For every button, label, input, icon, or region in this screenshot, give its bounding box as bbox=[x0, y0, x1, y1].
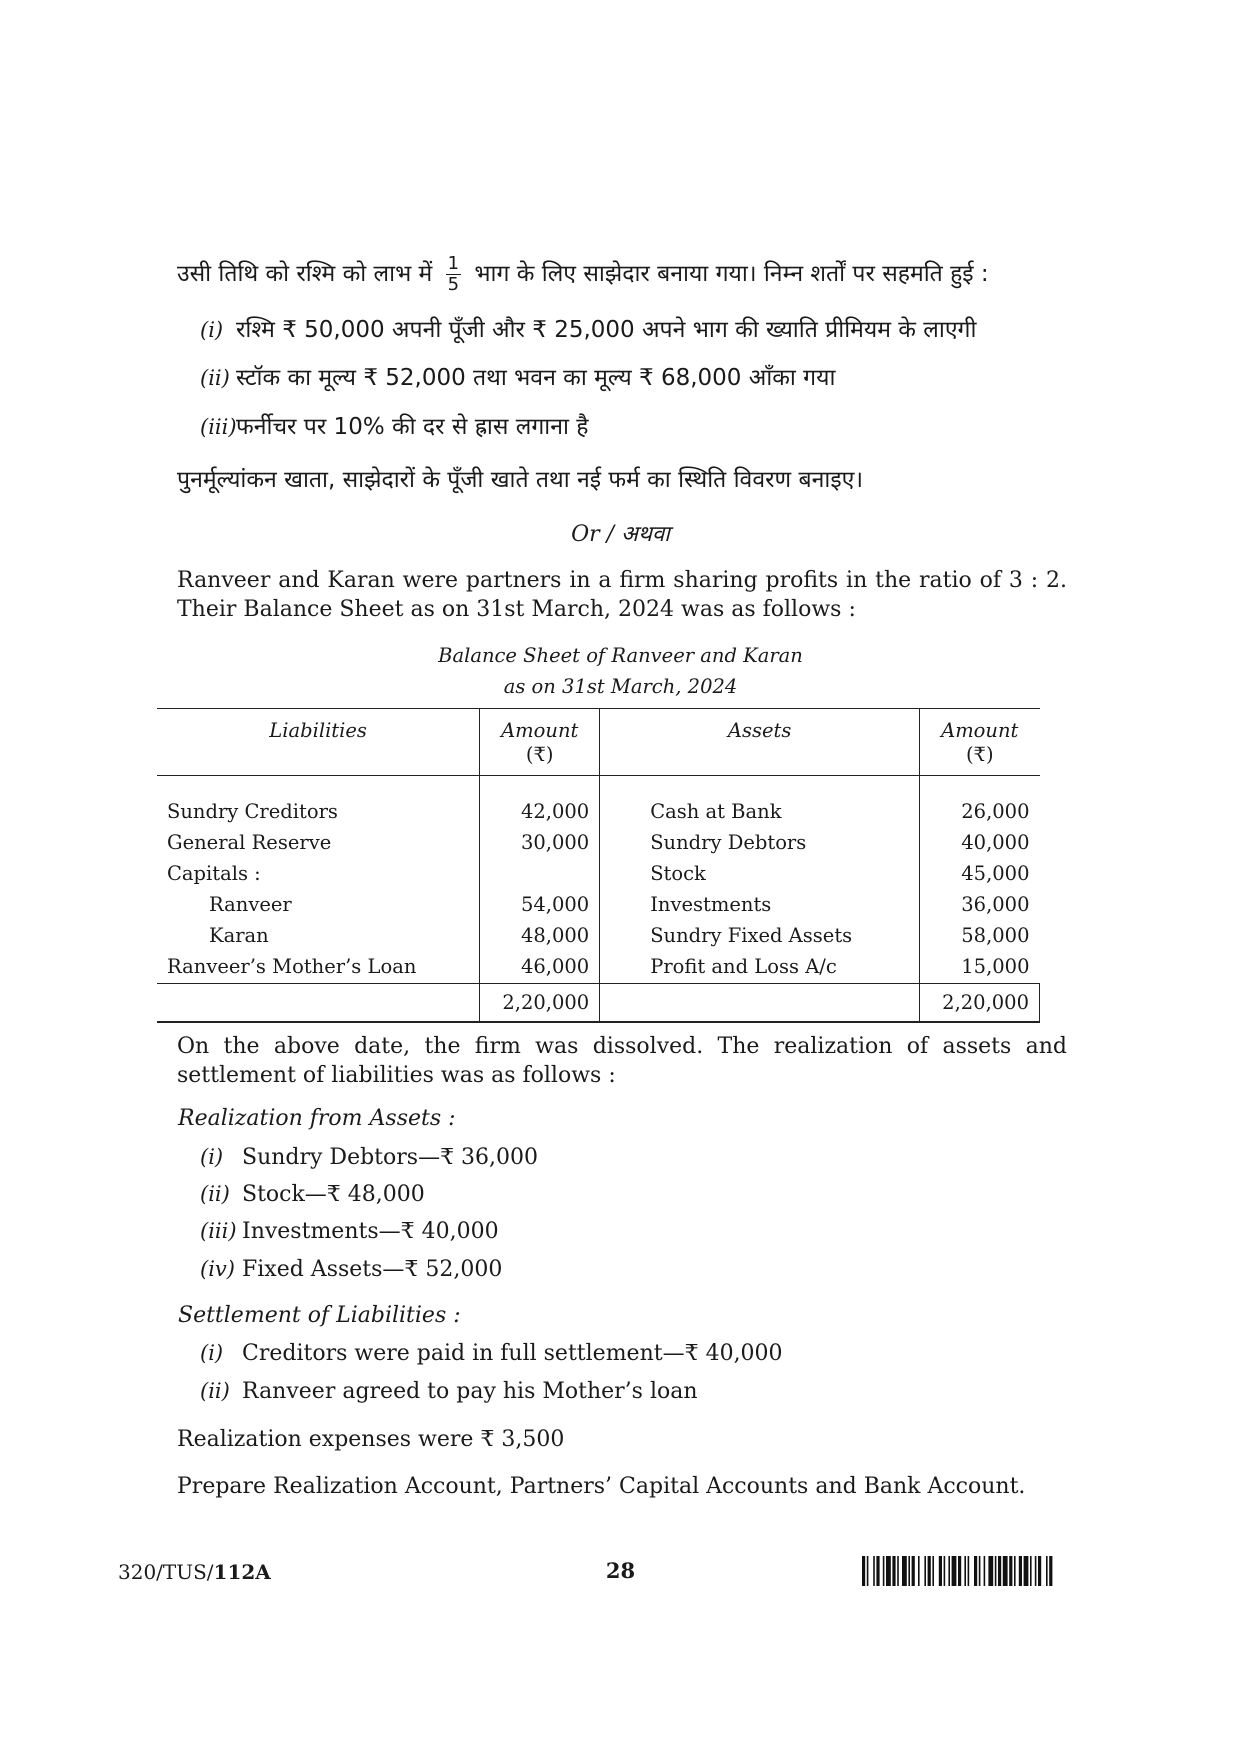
fraction-numerator: 1 bbox=[447, 253, 460, 274]
table-total-row bbox=[157, 984, 1040, 1023]
caption-line-2: as on 31st March, 2024 bbox=[503, 675, 738, 698]
item-numeral: (iii) bbox=[200, 415, 237, 439]
hindi-condition-item bbox=[200, 409, 1100, 441]
header-currency: (₹) bbox=[525, 743, 554, 766]
hindi-intro-after: भाग के लिए साझेदार बनाया गया। निम्न शर्तों पर सहमति हुई : bbox=[474, 261, 989, 287]
header-assets: Assets bbox=[600, 709, 920, 776]
question-intro-paragraph: Ranveer and Karan were partners in a firm sharing profits in the ratio of 3 : 2. Their Balance Sheet as on 31st March, 2024 was as follows : bbox=[177, 568, 1067, 622]
instruction-line: Prepare Realization Account, Partners’ Capital Accounts and Bank Account. bbox=[177, 1474, 1026, 1499]
balance-sheet-table bbox=[157, 708, 1040, 1023]
item-numeral: (ii) bbox=[200, 1379, 230, 1403]
table-row bbox=[157, 951, 1040, 984]
item-numeral: (ii) bbox=[200, 1182, 230, 1206]
asset-cell: Stock bbox=[650, 862, 706, 885]
header-currency: (₹) bbox=[965, 743, 994, 766]
list-item bbox=[200, 1145, 538, 1170]
asset-cell: Investments bbox=[650, 893, 772, 916]
liability-amount-cell: 42,000 bbox=[480, 776, 600, 828]
asset-amount-cell: 58,000 bbox=[920, 920, 1040, 951]
list-item bbox=[200, 1257, 502, 1282]
liability-cell: Karan bbox=[209, 924, 269, 947]
page-number: 28 bbox=[605, 1558, 636, 1583]
item-text: Investments—₹ 40,000 bbox=[242, 1219, 499, 1244]
balance-sheet-caption bbox=[0, 640, 1241, 702]
liability-cell: Sundry Creditors bbox=[167, 800, 338, 823]
liability-amount-cell: 46,000 bbox=[480, 951, 600, 984]
table-row bbox=[157, 858, 1040, 889]
header-amount-label: Amount bbox=[501, 719, 579, 742]
hindi-condition-item bbox=[200, 312, 1100, 344]
hindi-instruction: पुनर्मूल्यांकन खाता, साझेदारों के पूँजी खाते तथा नई फर्म का स्थिति विवरण बनाइए। bbox=[177, 467, 864, 493]
liability-cell: Capitals : bbox=[167, 862, 261, 885]
paper-code-prefix: 320/TUS/ bbox=[118, 1560, 214, 1584]
list-item bbox=[200, 1341, 783, 1366]
liability-amount-cell: 54,000 bbox=[480, 889, 600, 920]
fraction-denominator: 5 bbox=[447, 274, 460, 295]
asset-cell: Sundry Debtors bbox=[650, 831, 807, 854]
item-numeral: (iv) bbox=[200, 1257, 235, 1281]
list-item bbox=[200, 1379, 698, 1404]
item-numeral: (i) bbox=[200, 1145, 224, 1169]
liability-cell: Ranveer’s Mother’s Loan bbox=[167, 955, 417, 978]
liability-amount-cell: 30,000 bbox=[480, 827, 600, 858]
item-numeral: (i) bbox=[200, 318, 224, 342]
item-numeral: (i) bbox=[200, 1341, 224, 1365]
paper-code-bold: 112A bbox=[213, 1560, 271, 1584]
dissolution-paragraph: On the above date, the firm was dissolved. The realization of assets and settlement of liabilities was as follows : bbox=[177, 1034, 1067, 1088]
realization-heading: Realization from Assets : bbox=[178, 1106, 456, 1131]
list-item bbox=[200, 1219, 499, 1244]
barcode-icon bbox=[862, 1556, 1122, 1586]
asset-cell: Sundry Fixed Assets bbox=[650, 924, 853, 947]
item-text: Fixed Assets—₹ 52,000 bbox=[242, 1257, 503, 1282]
asset-amount-cell: 45,000 bbox=[920, 858, 1040, 889]
asset-amount-cell: 36,000 bbox=[920, 889, 1040, 920]
asset-cell: Profit and Loss A/c bbox=[650, 955, 837, 978]
table-header-row bbox=[157, 709, 1040, 776]
table-row bbox=[157, 827, 1040, 858]
header-amount-label: Amount bbox=[941, 719, 1019, 742]
asset-amount-cell: 26,000 bbox=[920, 776, 1040, 828]
item-text: Stock—₹ 48,000 bbox=[242, 1182, 425, 1207]
item-text: Sundry Debtors—₹ 36,000 bbox=[242, 1145, 539, 1170]
settlement-heading: Settlement of Liabilities : bbox=[178, 1303, 461, 1328]
item-text: Ranveer agreed to pay his Mother’s loan bbox=[242, 1379, 698, 1404]
list-item bbox=[200, 1182, 425, 1207]
table-row bbox=[157, 776, 1040, 828]
caption-line-1: Balance Sheet of Ranveer and Karan bbox=[438, 644, 803, 667]
header-amount bbox=[920, 709, 1040, 776]
hindi-condition-item bbox=[200, 360, 1100, 392]
asset-amount-cell: 40,000 bbox=[920, 827, 1040, 858]
hindi-intro-before: उसी तिथि को रश्मि को लाभ में bbox=[177, 261, 433, 287]
asset-amount-cell: 15,000 bbox=[920, 951, 1040, 984]
item-numeral: (ii) bbox=[200, 366, 230, 390]
asset-cell: Cash at Bank bbox=[650, 800, 782, 823]
item-text: स्टॉक का मूल्य ₹ 52,000 तथा भवन का मूल्य ₹ 68,000 आँका गया bbox=[236, 365, 836, 391]
or-separator: Or / अथवा bbox=[571, 522, 670, 547]
expenses-line: Realization expenses were ₹ 3,500 bbox=[177, 1427, 565, 1452]
liability-amount-cell bbox=[480, 858, 600, 889]
total-blank-cell bbox=[600, 984, 920, 1023]
header-amount bbox=[480, 709, 600, 776]
total-liabilities: 2,20,000 bbox=[480, 984, 600, 1023]
hindi-intro-line bbox=[177, 254, 1077, 295]
fraction-one-fifth bbox=[446, 254, 461, 295]
item-numeral: (iii) bbox=[200, 1219, 237, 1243]
liability-cell: Ranveer bbox=[209, 893, 292, 916]
liability-cell: General Reserve bbox=[167, 831, 332, 854]
item-text: फर्नीचर पर 10% की दर से ह्रास लगाना है bbox=[236, 414, 589, 440]
table-row bbox=[157, 920, 1040, 951]
liability-amount-cell: 48,000 bbox=[480, 920, 600, 951]
total-blank-cell bbox=[157, 984, 480, 1023]
total-assets: 2,20,000 bbox=[920, 984, 1040, 1023]
header-liabilities: Liabilities bbox=[157, 709, 480, 776]
item-text: Creditors were paid in full settlement—₹ 40,000 bbox=[242, 1341, 783, 1366]
table-row bbox=[157, 889, 1040, 920]
item-text: रश्मि ₹ 50,000 अपनी पूँजी और ₹ 25,000 अपने भाग की ख्याति प्रीमियम के लाएगी bbox=[236, 317, 977, 343]
